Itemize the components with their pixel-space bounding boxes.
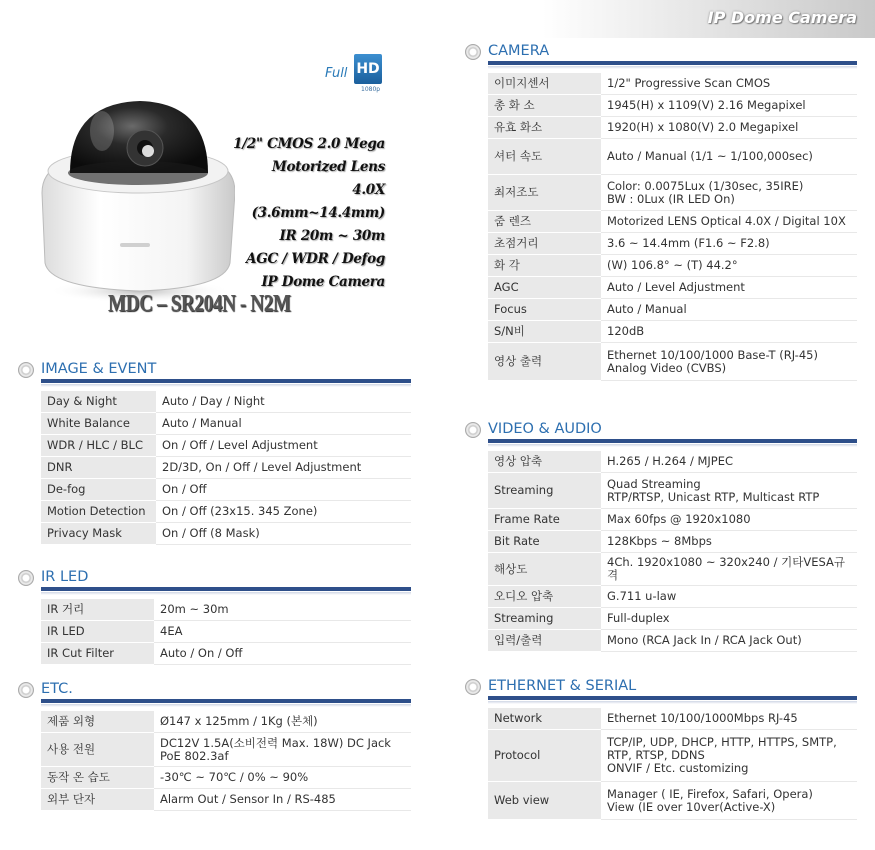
spec-key: 제품 외형 <box>41 711 154 733</box>
spec-key: IR 거리 <box>41 599 154 621</box>
section-header <box>18 568 411 590</box>
spec-key: 유효 화소 <box>488 117 601 139</box>
spec-value: 128Kbps ~ 8Mbps <box>601 531 857 553</box>
spec-value: Alarm Out / Sensor In / RS-485 <box>154 789 411 811</box>
spec-row <box>488 473 857 509</box>
spec-value: Color: 0.0075Lux (1/30sec, 35IRE) BW : 0Lux (IR LED On) <box>601 175 857 211</box>
spec-key: Privacy Mask <box>41 523 156 545</box>
spec-row <box>488 730 857 782</box>
spec-value: 2D/3D, On / Off / Level Adjustment <box>156 457 411 479</box>
spec-key: 동작 온 습도 <box>41 767 154 789</box>
section-header <box>465 420 857 442</box>
spec-value: 4EA <box>154 621 411 643</box>
section-title: IR LED <box>41 569 89 585</box>
spec-value: -30℃ ~ 70℃ / 0% ~ 90% <box>154 767 411 789</box>
section-header <box>18 680 411 702</box>
banner-title: IP Dome Camera <box>707 8 857 27</box>
spec-value: Manager ( IE, Firefox, Safari, Opera) View (IE over 10ver(Active-X) <box>601 782 857 820</box>
spec-row <box>41 413 411 435</box>
spec-value: DC12V 1.5A(소비전력 Max. 18W) DC Jack PoE 802.3af <box>154 733 411 767</box>
spec-row <box>488 553 857 586</box>
image-event-section <box>18 360 411 545</box>
bullet-icon <box>465 679 481 695</box>
spec-row <box>488 175 857 211</box>
spec-table <box>41 711 411 811</box>
spec-value: Quad Streaming RTP/RTSP, Unicast RTP, Multicast RTP <box>601 473 857 509</box>
section-header <box>18 360 411 382</box>
spec-row <box>488 630 857 652</box>
dome-camera-image <box>30 93 235 308</box>
spec-key: Streaming <box>488 608 601 630</box>
section-title: ETC. <box>41 681 73 697</box>
spec-key: Protocol <box>488 730 601 782</box>
spec-value: G.711 u-law <box>601 586 857 608</box>
spec-key: De-fog <box>41 479 156 501</box>
spec-value: 3.6 ~ 14.4mm (F1.6 ~ F2.8) <box>601 233 857 255</box>
spec-value: Auto / Manual <box>601 299 857 321</box>
spec-key: WDR / HLC / BLC <box>41 435 156 457</box>
spec-key: Streaming <box>488 473 601 509</box>
ir-led-section <box>18 568 411 665</box>
spec-row <box>488 509 857 531</box>
spec-key: 이미지센서 <box>488 73 601 95</box>
spec-row <box>488 343 857 381</box>
feature-item: Motorized Lens <box>271 159 385 175</box>
spec-key: IR Cut Filter <box>41 643 154 665</box>
section-title: CAMERA <box>488 43 550 59</box>
spec-row <box>41 391 411 413</box>
spec-row <box>41 711 411 733</box>
feature-list <box>225 133 385 294</box>
spec-key: Bit Rate <box>488 531 601 553</box>
spec-key: S/N비 <box>488 321 601 343</box>
spec-table <box>41 391 411 545</box>
spec-row <box>41 599 411 621</box>
spec-row <box>488 531 857 553</box>
feature-item: IP Dome Camera <box>261 274 385 290</box>
spec-key: 초점거리 <box>488 233 601 255</box>
section-header <box>465 42 857 64</box>
spec-key: 총 화 소 <box>488 95 601 117</box>
spec-row <box>488 299 857 321</box>
feature-item: 4.0X (3.6mm~14.4mm) <box>251 182 385 221</box>
spec-value: Max 60fps @ 1920x1080 <box>601 509 857 531</box>
bullet-icon <box>18 682 34 698</box>
spec-table <box>488 73 857 381</box>
hd-label: HD <box>354 54 382 84</box>
full-hd-badge <box>325 46 389 104</box>
section-header <box>465 677 857 699</box>
resolution-label: 1080p <box>361 86 381 93</box>
spec-table <box>488 708 857 820</box>
bullet-icon <box>18 570 34 586</box>
spec-value: Auto / On / Off <box>154 643 411 665</box>
spec-row <box>488 95 857 117</box>
spec-row <box>488 321 857 343</box>
spec-row <box>41 435 411 457</box>
feature-item: IR 20m ~ 30m <box>279 228 385 244</box>
spec-key: 화 각 <box>488 255 601 277</box>
camera-section <box>465 42 857 381</box>
spec-row <box>488 708 857 730</box>
spec-value: Auto / Manual (1/1 ~ 1/100,000sec) <box>601 139 857 175</box>
spec-value: On / Off / Level Adjustment <box>156 435 411 457</box>
spec-value: 120dB <box>601 321 857 343</box>
spec-value: Auto / Manual <box>156 413 411 435</box>
spec-value: Ethernet 10/100/1000 Base-T (RJ-45) Analog Video (CVBS) <box>601 343 857 381</box>
spec-value: Mono (RCA Jack In / RCA Jack Out) <box>601 630 857 652</box>
spec-value: On / Off <box>156 479 411 501</box>
spec-key: Focus <box>488 299 601 321</box>
spec-row <box>488 255 857 277</box>
spec-key: 입력/출력 <box>488 630 601 652</box>
spec-value: Full-duplex <box>601 608 857 630</box>
spec-row <box>488 73 857 95</box>
spec-key: Network <box>488 708 601 730</box>
spec-row <box>41 733 411 767</box>
top-banner <box>0 0 875 38</box>
section-title: ETHERNET & SERIAL <box>488 678 637 694</box>
spec-row <box>41 479 411 501</box>
spec-value: 4Ch. 1920x1080 ~ 320x240 / 기타VESA규격 <box>601 553 857 586</box>
model-name: MDC – SR204N - N2M <box>108 291 291 317</box>
spec-value: H.265 / H.264 / MJPEC <box>601 451 857 473</box>
spec-value: On / Off (23x15. 345 Zone) <box>156 501 411 523</box>
spec-row <box>41 621 411 643</box>
section-title: IMAGE & EVENT <box>41 361 157 377</box>
etc-section <box>18 680 411 811</box>
spec-key: 사용 전원 <box>41 733 154 767</box>
spec-value: TCP/IP, UDP, DHCP, HTTP, HTTPS, SMTP, RTP, RTSP, DDNS ONVIF / Etc. customizing <box>601 730 857 782</box>
spec-value: Auto / Level Adjustment <box>601 277 857 299</box>
spec-key: White Balance <box>41 413 156 435</box>
spec-key: 영상 압축 <box>488 451 601 473</box>
spec-table <box>488 451 857 652</box>
spec-row <box>41 789 411 811</box>
feature-item: 1/2" CMOS 2.0 Mega <box>233 136 385 152</box>
spec-value: On / Off (8 Mask) <box>156 523 411 545</box>
spec-key: 해상도 <box>488 553 601 586</box>
bullet-icon <box>465 44 481 60</box>
spec-row <box>488 211 857 233</box>
spec-value: 1920(H) x 1080(V) 2.0 Megapixel <box>601 117 857 139</box>
spec-value: 20m ~ 30m <box>154 599 411 621</box>
spec-row <box>41 523 411 545</box>
spec-key: 줌 렌즈 <box>488 211 601 233</box>
spec-key: Motion Detection <box>41 501 156 523</box>
spec-value: 1945(H) x 1109(V) 2.16 Megapixel <box>601 95 857 117</box>
spec-value: Ø147 x 125mm / 1Kg (본체) <box>154 711 411 733</box>
spec-key: Day & Night <box>41 391 156 413</box>
spec-key: 외부 단자 <box>41 789 154 811</box>
spec-value: (W) 106.8° ~ (T) 44.2° <box>601 255 857 277</box>
spec-row <box>488 139 857 175</box>
spec-key: 셔터 속도 <box>488 139 601 175</box>
product-area <box>0 38 430 338</box>
spec-value: 1/2" Progressive Scan CMOS <box>601 73 857 95</box>
spec-value: Ethernet 10/100/1000Mbps RJ-45 <box>601 708 857 730</box>
spec-key: AGC <box>488 277 601 299</box>
spec-row <box>41 457 411 479</box>
spec-key: 오디오 압축 <box>488 586 601 608</box>
spec-table <box>41 599 411 665</box>
spec-row <box>488 782 857 820</box>
spec-row <box>488 233 857 255</box>
spec-row <box>488 451 857 473</box>
spec-row <box>41 501 411 523</box>
bullet-icon <box>18 362 34 378</box>
spec-value: Auto / Day / Night <box>156 391 411 413</box>
spec-key: 최저조도 <box>488 175 601 211</box>
spec-row <box>41 767 411 789</box>
full-label: Full <box>325 66 348 81</box>
video-audio-section <box>465 420 857 652</box>
bullet-icon <box>465 422 481 438</box>
ethernet-serial-section <box>465 677 857 820</box>
spec-key: IR LED <box>41 621 154 643</box>
section-title: VIDEO & AUDIO <box>488 421 602 437</box>
spec-row <box>41 643 411 665</box>
spec-value: Motorized LENS Optical 4.0X / Digital 10X <box>601 211 857 233</box>
spec-row <box>488 277 857 299</box>
spec-row <box>488 117 857 139</box>
spec-key: Web view <box>488 782 601 820</box>
spec-key: Frame Rate <box>488 509 601 531</box>
feature-item: AGC / WDR / Defog <box>246 251 385 267</box>
spec-key: 영상 출력 <box>488 343 601 381</box>
spec-row <box>488 586 857 608</box>
spec-key: DNR <box>41 457 156 479</box>
spec-row <box>488 608 857 630</box>
